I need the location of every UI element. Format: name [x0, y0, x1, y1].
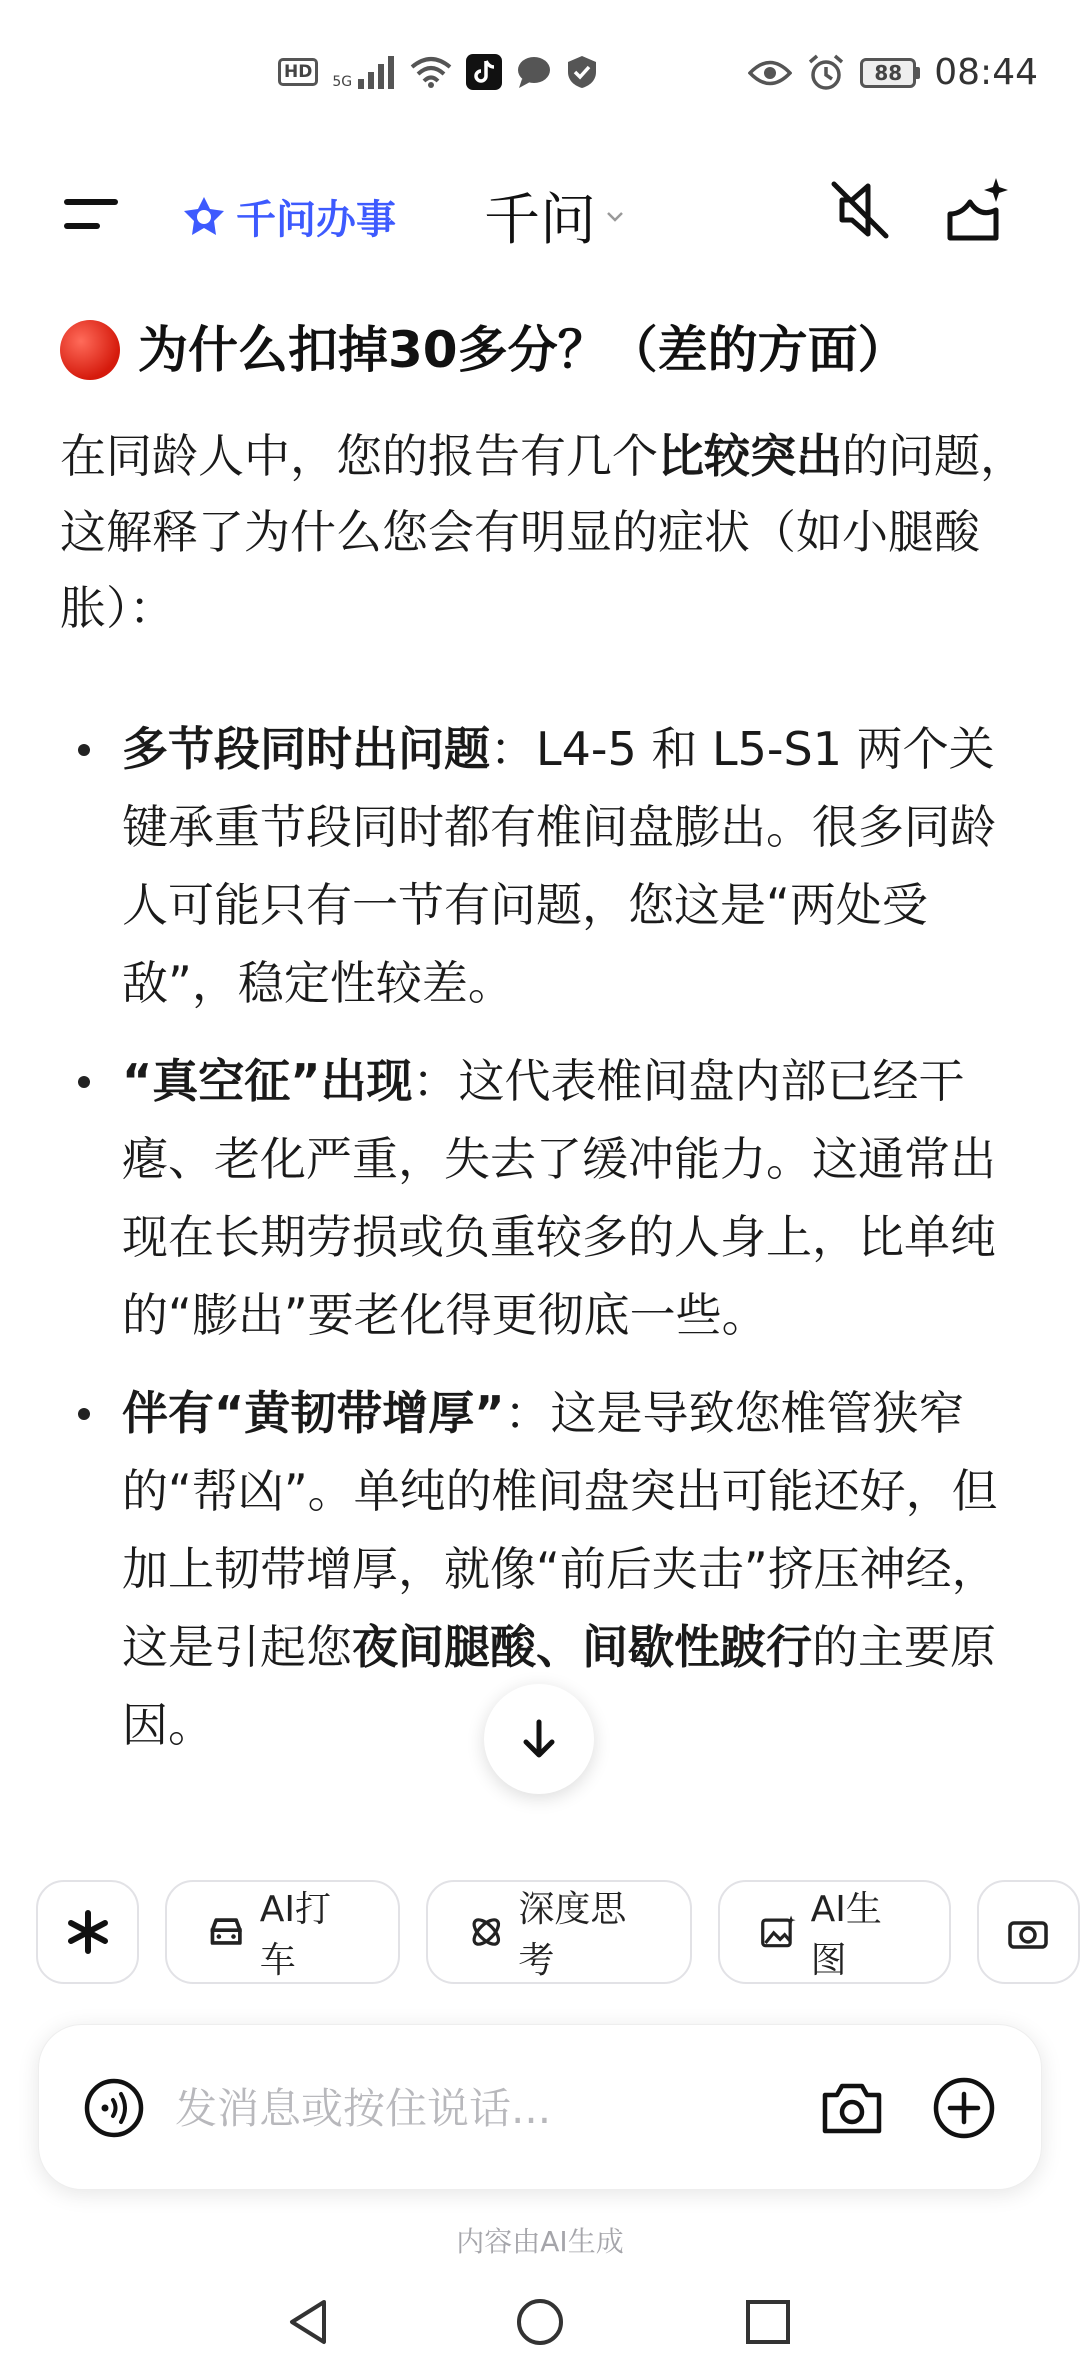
intro-bold: 比较突出 — [658, 429, 842, 483]
camera-icon — [819, 2075, 885, 2141]
bullet-title: 伴有“黄韧带增厚” — [122, 1386, 505, 1440]
bullet-title: 多节段同时出问题 — [122, 722, 490, 776]
red-circle-icon — [60, 320, 120, 380]
battery-level: 88 — [860, 58, 916, 88]
bullet-text: ：L4-5 和 L5-S1 两个关键承重节段同时都有椎间盘膨出。很多同龄人可能只有一节有问题，您这是“两处受敌”，稳定性较差。 — [122, 722, 996, 1010]
bullet-text: ：这代表椎间盘内部已经干瘪、老化严重，失去了缓冲能力。这通常出现在长期劳损或负重较多的人身上，比单纯的“膨出”要老化得更彻底一些。 — [122, 1054, 996, 1342]
voice-button[interactable] — [83, 2077, 145, 2139]
signal-type: 5G — [332, 74, 353, 90]
chat-message — [60, 320, 1030, 1784]
list-item — [60, 710, 1030, 1022]
new-chat-button[interactable] — [940, 170, 1020, 250]
ai-taxi-chip[interactable] — [165, 1880, 399, 1984]
bullet-text-end: 的主要原因。 — [122, 1620, 996, 1752]
section-heading — [60, 320, 1030, 380]
page-title: 千问 — [484, 188, 596, 253]
scroll-to-bottom-button[interactable] — [484, 1684, 594, 1794]
nav-back-button[interactable] — [282, 2294, 338, 2350]
chip-label: 深度思考 — [518, 1889, 627, 1981]
brand-link[interactable] — [180, 188, 396, 245]
alarm-icon — [806, 53, 846, 93]
app-header — [0, 150, 1080, 280]
brand-logo-icon — [180, 193, 228, 241]
battery-indicator — [860, 58, 920, 88]
nav-home-icon — [512, 2294, 568, 2350]
tiktok-icon — [466, 54, 502, 90]
quick-actions — [36, 1880, 1080, 1984]
intro-after: 的问题，这解释了为什么您会有明显的症状（如小腿酸胀）： — [60, 429, 1026, 635]
bullet-list — [60, 710, 1030, 1764]
arrow-down-icon — [514, 1714, 564, 1764]
asterisk-icon — [65, 1909, 111, 1955]
car-icon — [207, 1914, 245, 1950]
deep-think-chip[interactable] — [426, 1880, 692, 1984]
heading-text: 为什么扣掉30多分？（差的方面） — [138, 321, 908, 379]
bullet-text: ：这是导致您椎管狭窄的“帮凶”。单纯的椎间盘突出可能还好，但加上韧带增厚，就像“前后夹击”挤压神经，这是引起您 — [122, 1386, 998, 1674]
message-composer — [38, 2024, 1042, 2190]
eye-comfort-icon — [748, 58, 792, 88]
status-left — [278, 54, 598, 90]
quick-action-more-button[interactable] — [36, 1880, 139, 1984]
nav-recent-button[interactable] — [742, 2296, 794, 2348]
status-right — [748, 52, 1038, 93]
battery-tip — [916, 67, 920, 79]
message-bubble-icon — [516, 55, 552, 89]
message-input[interactable] — [175, 2075, 695, 2141]
signal-indicator — [332, 55, 396, 89]
clock: 08:44 — [934, 52, 1038, 93]
voice-icon — [83, 2077, 145, 2139]
nav-recent-icon — [742, 2296, 794, 2348]
status-bar — [0, 0, 1080, 150]
mute-icon — [820, 170, 900, 250]
intro-before: 在同龄人中，您的报告有几个 — [60, 429, 658, 483]
camera-icon — [1007, 1914, 1049, 1950]
new-chat-sparkle-icon — [940, 170, 1020, 250]
deep-think-icon — [468, 1912, 505, 1952]
ai-disclaimer: 内容由AI生成 — [456, 2225, 624, 2258]
list-item — [60, 1042, 1030, 1354]
camera-button[interactable] — [819, 2075, 885, 2141]
bullet-emphasis: 夜间腿酸、间歇性跛行 — [352, 1620, 812, 1674]
chip-label: AI生图 — [810, 1889, 882, 1981]
shield-check-icon — [566, 54, 598, 90]
model-selector[interactable] — [484, 176, 628, 256]
signal-bars-icon — [356, 55, 396, 89]
plus-icon — [931, 2075, 997, 2141]
menu-button[interactable] — [60, 185, 130, 245]
ai-image-chip[interactable] — [718, 1880, 950, 1984]
bullet-title: “真空征”出现 — [122, 1054, 413, 1108]
add-attachment-button[interactable] — [931, 2075, 997, 2141]
camera-chip[interactable] — [977, 1880, 1080, 1984]
image-gen-icon — [760, 1912, 797, 1952]
hd-badge: HD — [278, 58, 318, 86]
mute-button[interactable] — [820, 170, 900, 250]
chevron-down-icon — [602, 203, 628, 229]
wifi-icon — [410, 56, 452, 88]
nav-home-button[interactable] — [512, 2294, 568, 2350]
chip-label: AI打车 — [259, 1889, 332, 1981]
intro-paragraph — [60, 418, 1030, 646]
nav-back-icon — [282, 2294, 338, 2350]
menu-icon — [60, 185, 130, 245]
system-nav-bar — [0, 2276, 1080, 2376]
brand-name: 千问办事 — [236, 197, 396, 243]
